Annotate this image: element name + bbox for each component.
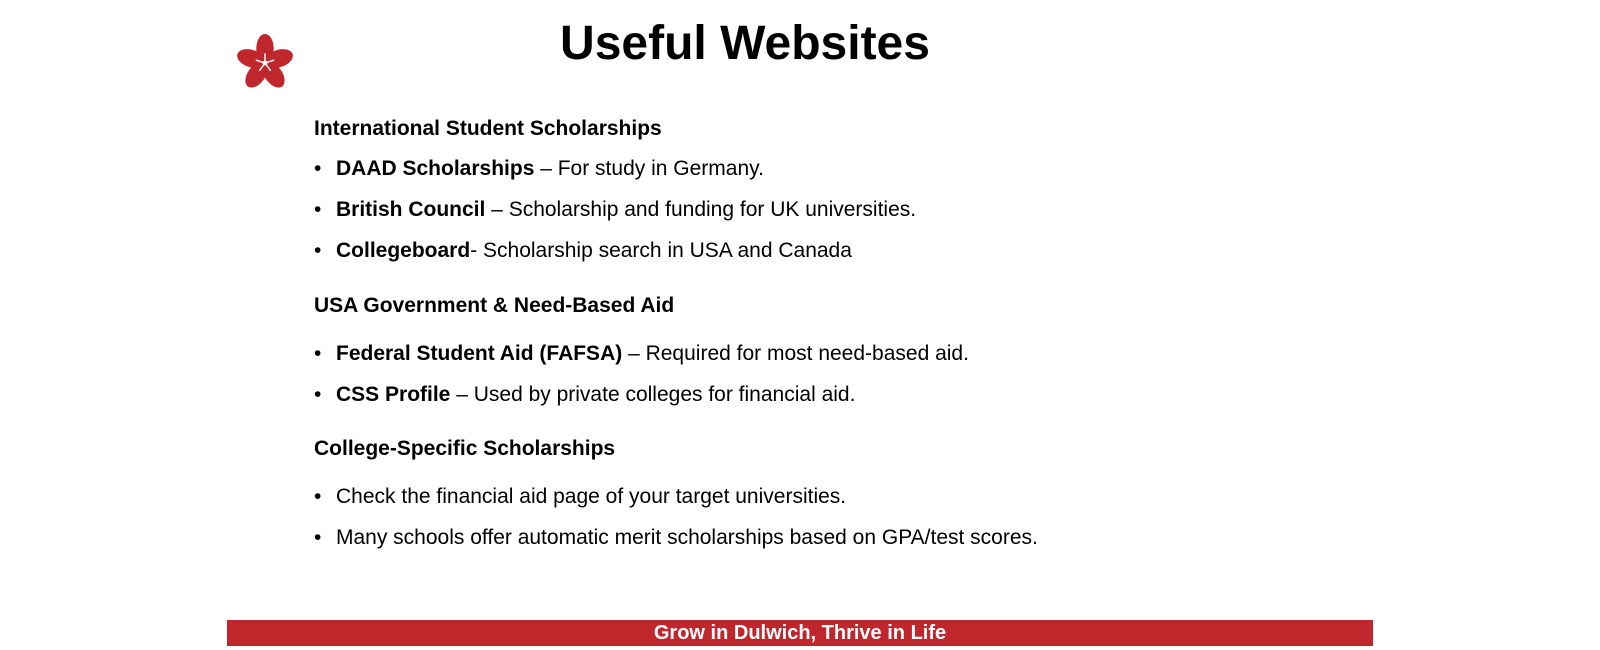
- item-description: Check the financial aid page of your target universities.: [336, 485, 847, 508]
- item-name: CSS Profile: [336, 383, 451, 406]
- section-heading-usa-government: USA Government & Need-Based Aid: [314, 294, 675, 317]
- item-description: – Required for most need-based aid.: [622, 342, 969, 365]
- section-heading-college-specific: College-Specific Scholarships: [314, 437, 616, 460]
- bullet-icon: •: [314, 198, 322, 221]
- bullet-icon: •: [314, 526, 322, 549]
- bullet-icon: •: [314, 157, 322, 180]
- item-name: DAAD Scholarships: [336, 157, 535, 180]
- item-description: Many schools offer automatic merit scholarships based on GPA/test scores.: [336, 526, 1038, 549]
- list-item-css-profile: [314, 383, 855, 407]
- list-item-british-council: [314, 198, 916, 222]
- list-item-daad: [314, 157, 764, 181]
- page-title: Useful Websites: [560, 17, 930, 70]
- bullet-icon: •: [314, 383, 322, 406]
- bullet-icon: •: [314, 342, 322, 365]
- bullet-icon: •: [314, 239, 322, 262]
- list-item-financial-aid-page: [314, 485, 846, 509]
- section-heading-international: International Student Scholarships: [314, 117, 662, 140]
- item-name: British Council: [336, 198, 486, 221]
- item-description: – Used by private colleges for financial aid.: [450, 383, 856, 406]
- item-description: - Scholarship search in USA and Canada: [470, 239, 852, 262]
- footer-banner: Grow in Dulwich, Thrive in Life: [227, 620, 1373, 646]
- item-name: Federal Student Aid (FAFSA): [336, 342, 623, 365]
- item-description: – Scholarship and funding for UK universities.: [485, 198, 917, 221]
- item-name: Collegeboard: [336, 239, 471, 262]
- bullet-icon: •: [314, 485, 322, 508]
- item-description: – For study in Germany.: [534, 157, 764, 180]
- list-item-collegeboard: [314, 239, 852, 263]
- list-item-fafsa: [314, 342, 969, 366]
- list-item-merit-scholarships: [314, 526, 1038, 550]
